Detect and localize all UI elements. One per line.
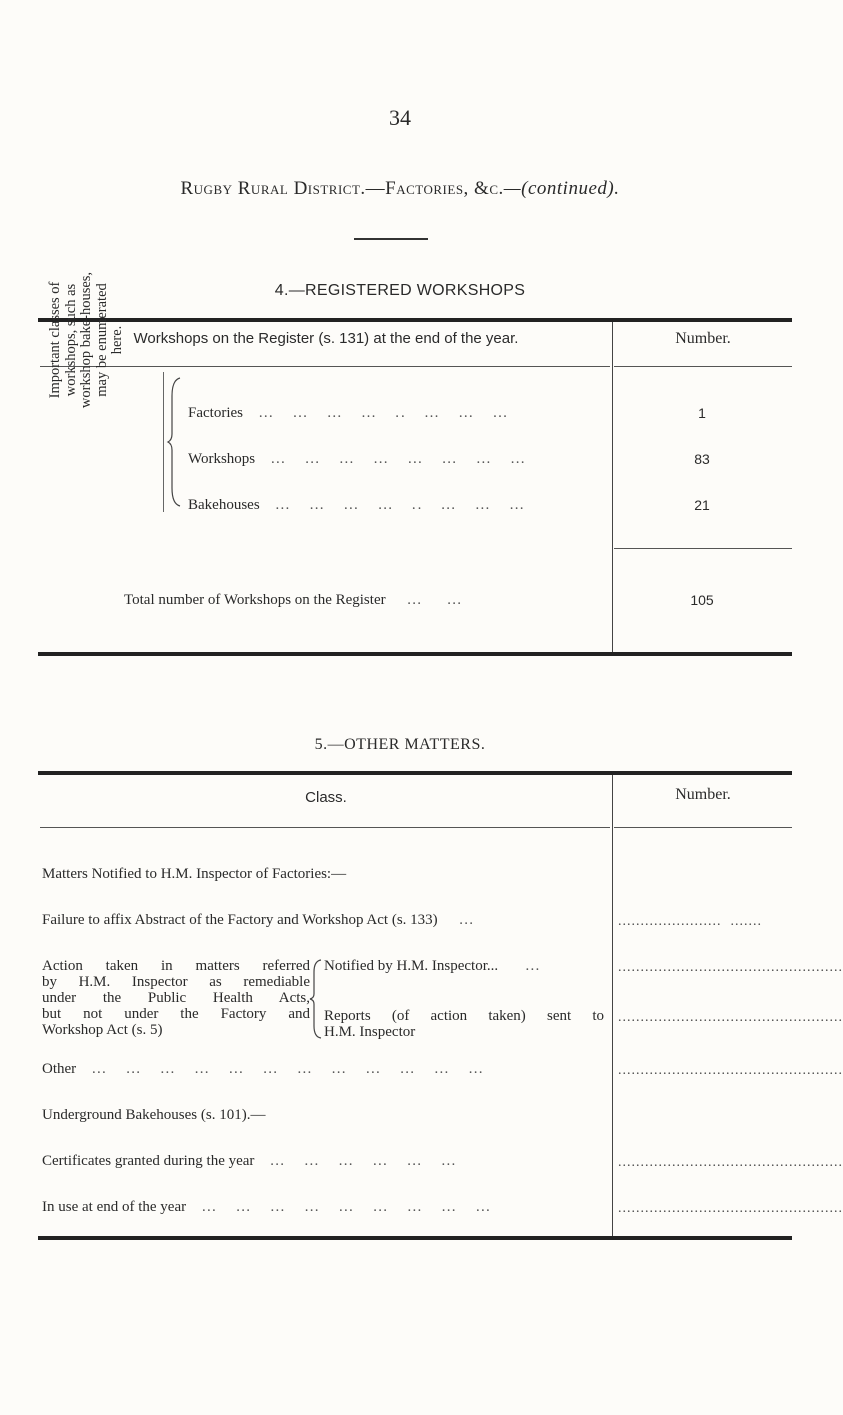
- other-row: [42, 1061, 485, 1078]
- row-workshops: [188, 451, 527, 468]
- section5-bottom-rule: [38, 1236, 792, 1240]
- notified-label: Notified by H.M. Inspector...: [324, 958, 499, 974]
- total-leader: … …: [389, 592, 464, 608]
- in-use-value-dots: ..................................................: [618, 1201, 843, 1216]
- heading-continued: —(continued).: [503, 178, 620, 199]
- section5-top-rule: [38, 771, 792, 775]
- section4-top-rule: [38, 318, 792, 322]
- total-row: [124, 592, 464, 609]
- reports-line-1: Reports (of action taken) sent to: [324, 1008, 604, 1024]
- section5-column-divider: [612, 775, 613, 1240]
- action-taken-line-4: but not under the Factory and: [42, 1006, 310, 1022]
- matters-notified: Matters Notified to H.M. Inspector of Factories:—: [42, 866, 347, 882]
- row-workshops-leader: … … … … … … … …: [258, 451, 528, 467]
- row-factories-leader: … … … … .. … … …: [246, 405, 510, 421]
- row-factories-value: 1: [698, 405, 706, 421]
- other-value-dots: ..................................................: [618, 1063, 843, 1078]
- reports-line-2: H.M. Inspector: [324, 1024, 416, 1040]
- other-leader: … … … … … … … … … … … …: [79, 1061, 486, 1077]
- underground-bakehouses: Underground Bakehouses (s. 101).—: [42, 1107, 266, 1123]
- in-use-row: [42, 1199, 492, 1216]
- total-label: Total number of Workshops on the Register: [124, 592, 386, 608]
- section5-header-rule-right: [614, 827, 792, 828]
- action-taken-line-2: by H.M. Inspector as remediable: [42, 974, 310, 990]
- notified-row: [324, 958, 542, 975]
- page-number: 34: [389, 105, 411, 130]
- failure-leader: …: [441, 912, 476, 928]
- failure-label: Failure to affix Abstract of the Factory and Workshop Act (s. 133): [42, 912, 438, 928]
- failure-row: [42, 912, 476, 929]
- heading-district: Rugby Rural District.: [180, 178, 366, 199]
- other-label: Other: [42, 1061, 77, 1077]
- heading-subject: —Factories, &c.: [365, 178, 504, 199]
- notified-leader: …: [501, 958, 542, 974]
- certificates-label: Certificates granted during the year: [42, 1153, 255, 1169]
- reports-value-dots: ..................................................: [618, 1010, 843, 1025]
- row-factories: [188, 405, 509, 422]
- notified-value-dots: ..................................................: [618, 960, 843, 975]
- action-taken-line-3: under the Public Health Acts,: [42, 990, 310, 1006]
- action-taken-line-5: Workshop Act (s. 5): [42, 1022, 163, 1038]
- total-value: 105: [690, 592, 714, 608]
- side-note-divider: [163, 372, 164, 512]
- section4-side-note: Important classes of workshops, such as workshop bake-houses, may be enumerated here.: [47, 271, 125, 409]
- row-workshops-label: Workshops: [188, 451, 256, 467]
- row-bakehouses-label: Bakehouses: [188, 497, 260, 513]
- heading-rule: [354, 238, 428, 240]
- reports: [324, 1008, 604, 1040]
- certificates-leader: … … … … … …: [258, 1153, 458, 1169]
- section5-header-left: Class.: [305, 789, 347, 806]
- rows-brace: [168, 376, 184, 508]
- certificates-row: [42, 1153, 458, 1170]
- total-rule: [614, 548, 792, 549]
- section4-header-rule-right: [614, 366, 792, 367]
- page-heading: [0, 178, 800, 200]
- row-bakehouses-value: 21: [694, 497, 710, 513]
- certificates-value-dots: ..................................................: [618, 1155, 843, 1170]
- section4-header-left: Workshops on the Register (s. 131) at the end of the year.: [133, 330, 519, 347]
- section4-column-divider: [612, 322, 613, 652]
- section5-title: 5.—OTHER MATTERS.: [314, 736, 486, 753]
- section4-header-rule-left: [40, 366, 610, 367]
- action-taken: [42, 958, 310, 1038]
- failure-value-dots: ....................... .......: [618, 914, 762, 929]
- section5-header-rule-left: [40, 827, 610, 828]
- section4-header-right: Number.: [675, 330, 731, 347]
- action-taken-line-1: Action taken in matters referred: [42, 958, 310, 974]
- row-factories-label: Factories: [188, 405, 243, 421]
- in-use-label: In use at end of the year: [42, 1199, 187, 1215]
- row-workshops-value: 83: [694, 451, 710, 467]
- row-bakehouses-leader: … … … … .. … … …: [263, 497, 527, 513]
- section4-bottom-rule: [38, 652, 792, 656]
- row-bakehouses: [188, 497, 526, 514]
- section5-header-right: Number.: [675, 786, 731, 803]
- section4-title: 4.—REGISTERED WORKSHOPS: [274, 282, 526, 299]
- in-use-leader: … … … … … … … … …: [189, 1199, 493, 1215]
- action-taken-brace: [310, 958, 324, 1040]
